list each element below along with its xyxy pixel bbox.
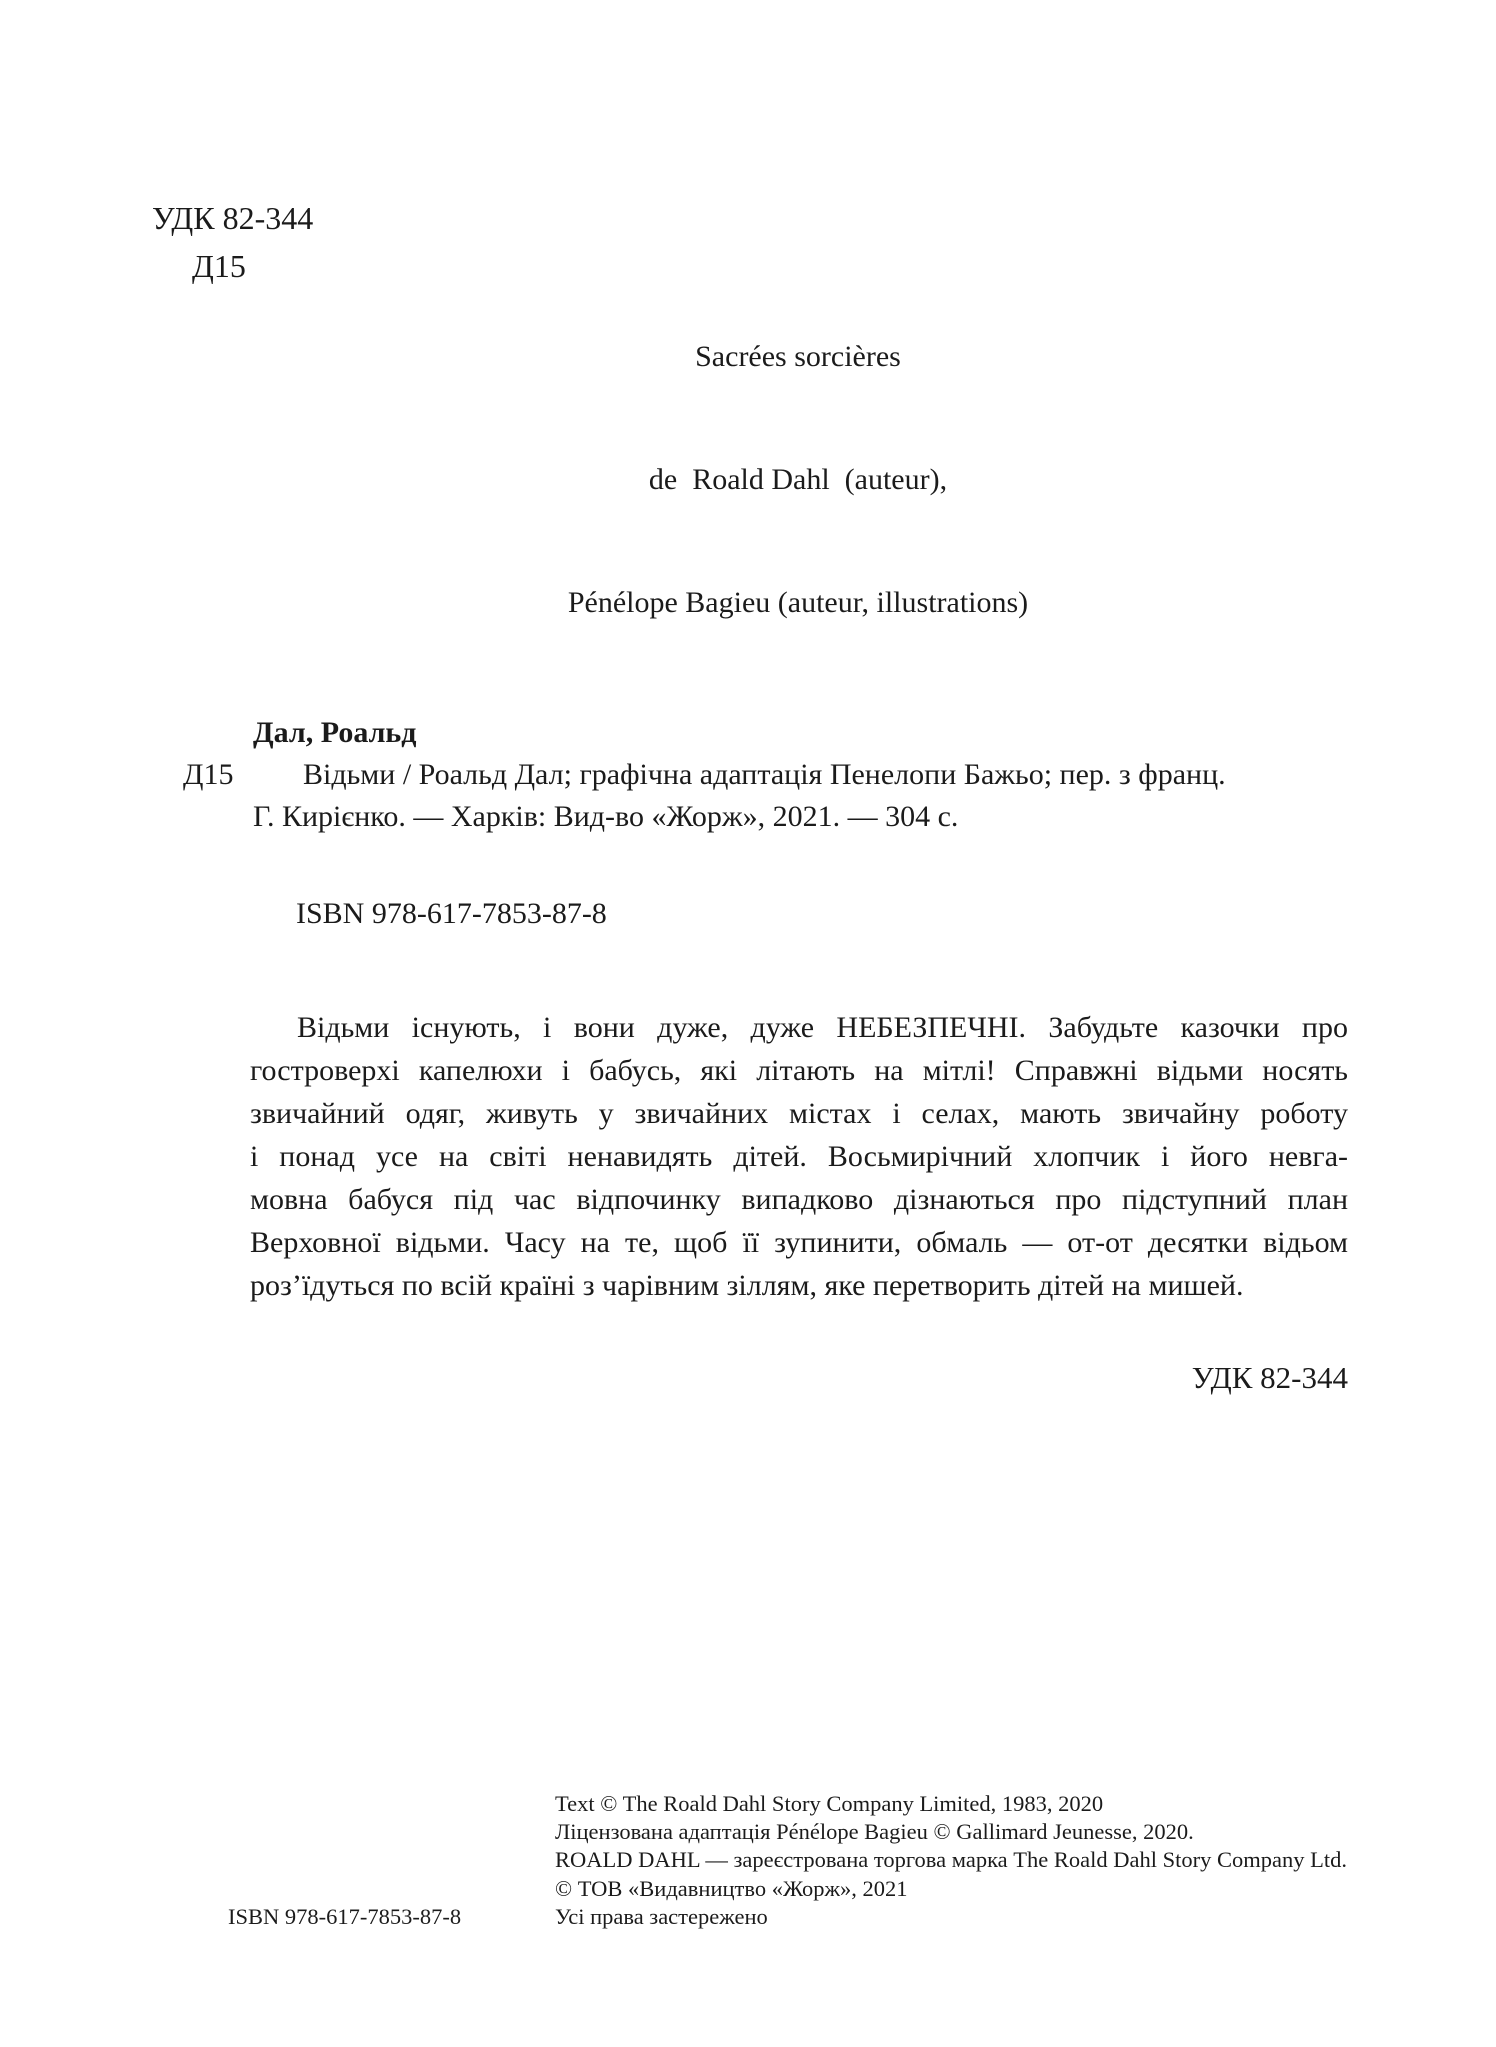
annotation-line: гостроверхі капелюхи і бабусь, які літають на мітлі! Справжні відьми носять	[250, 1054, 1348, 1087]
isbn-footer: ISBN 978-617-7853-87-8	[228, 1904, 462, 1929]
catalog-index-code: Д15	[183, 758, 234, 791]
imprint-line-rights: Усі права застережено	[555, 1903, 768, 1929]
imprint-line-publisher: © ТОВ «Видавництво «Жорж», 2021	[555, 1875, 908, 1901]
annotation-line: Відьми існують, і вони дуже, дуже НЕБЕЗПЕЧНІ. Забудьте казочки про	[297, 1011, 1348, 1044]
annotation-paragraph	[250, 1006, 1348, 1307]
udk-footer-code: УДК 82-344	[1191, 1360, 1348, 1395]
annotation-line: мовна бабуся під час відпочинку випадково дізнаються про підступний план	[250, 1183, 1348, 1216]
original-author-line: de Roald Dahl (auteur),	[648, 463, 948, 496]
annotation-line: і понад усе на світі ненавидять дітей. Восьмирічний хлопчик і його невга-	[250, 1140, 1348, 1173]
imprint-block	[555, 1790, 1435, 1931]
annotation-line: Верховної відьми. Часу на те, щоб її зупинити, обмаль — от-от десятки відьом	[250, 1226, 1348, 1259]
imprint-line-text-copyright: Text © The Roald Dahl Story Company Limited, 1983, 2020	[555, 1791, 1104, 1816]
isbn-main: ISBN 978-617-7853-87-8	[296, 897, 607, 930]
imprint-line-trademark: ROALD DAHL — зареєстрована торгова марка The Roald Dahl Story Company Ltd.	[555, 1847, 1347, 1873]
original-title: Sacrées sorcières	[695, 340, 901, 373]
original-edition-block	[448, 254, 1148, 705]
catalog-entry-line-2: Г. Кирієнко. — Харків: Вид-во «Жорж», 2021. — 304 с.	[253, 800, 959, 833]
catalog-author-header: Дал, Роальд	[253, 716, 417, 749]
imprint-line-adaptation: Ліцензована адаптація Pénélope Bagieu © Gallimard Jeunesse, 2020.	[555, 1819, 1194, 1845]
catalog-entry-line-1: Відьми / Роальд Дал; графічна адаптація Пенелопи Бажьо; пер. з франц.	[303, 758, 1226, 791]
original-illustrator-line: Pénélope Bagieu (auteur, illustrations)	[567, 586, 1029, 619]
author-sign-code: Д15	[192, 248, 246, 284]
annotation-line: звичайний одяг, живуть у звичайних містах і селах, мають звичайну роботу	[250, 1097, 1348, 1130]
annotation-line: роз’їдуться по всій країні з чарівним зіллям, яке перетворить дітей на мишей.	[250, 1269, 1244, 1302]
udk-classification-code: УДК 82-344	[152, 200, 314, 236]
